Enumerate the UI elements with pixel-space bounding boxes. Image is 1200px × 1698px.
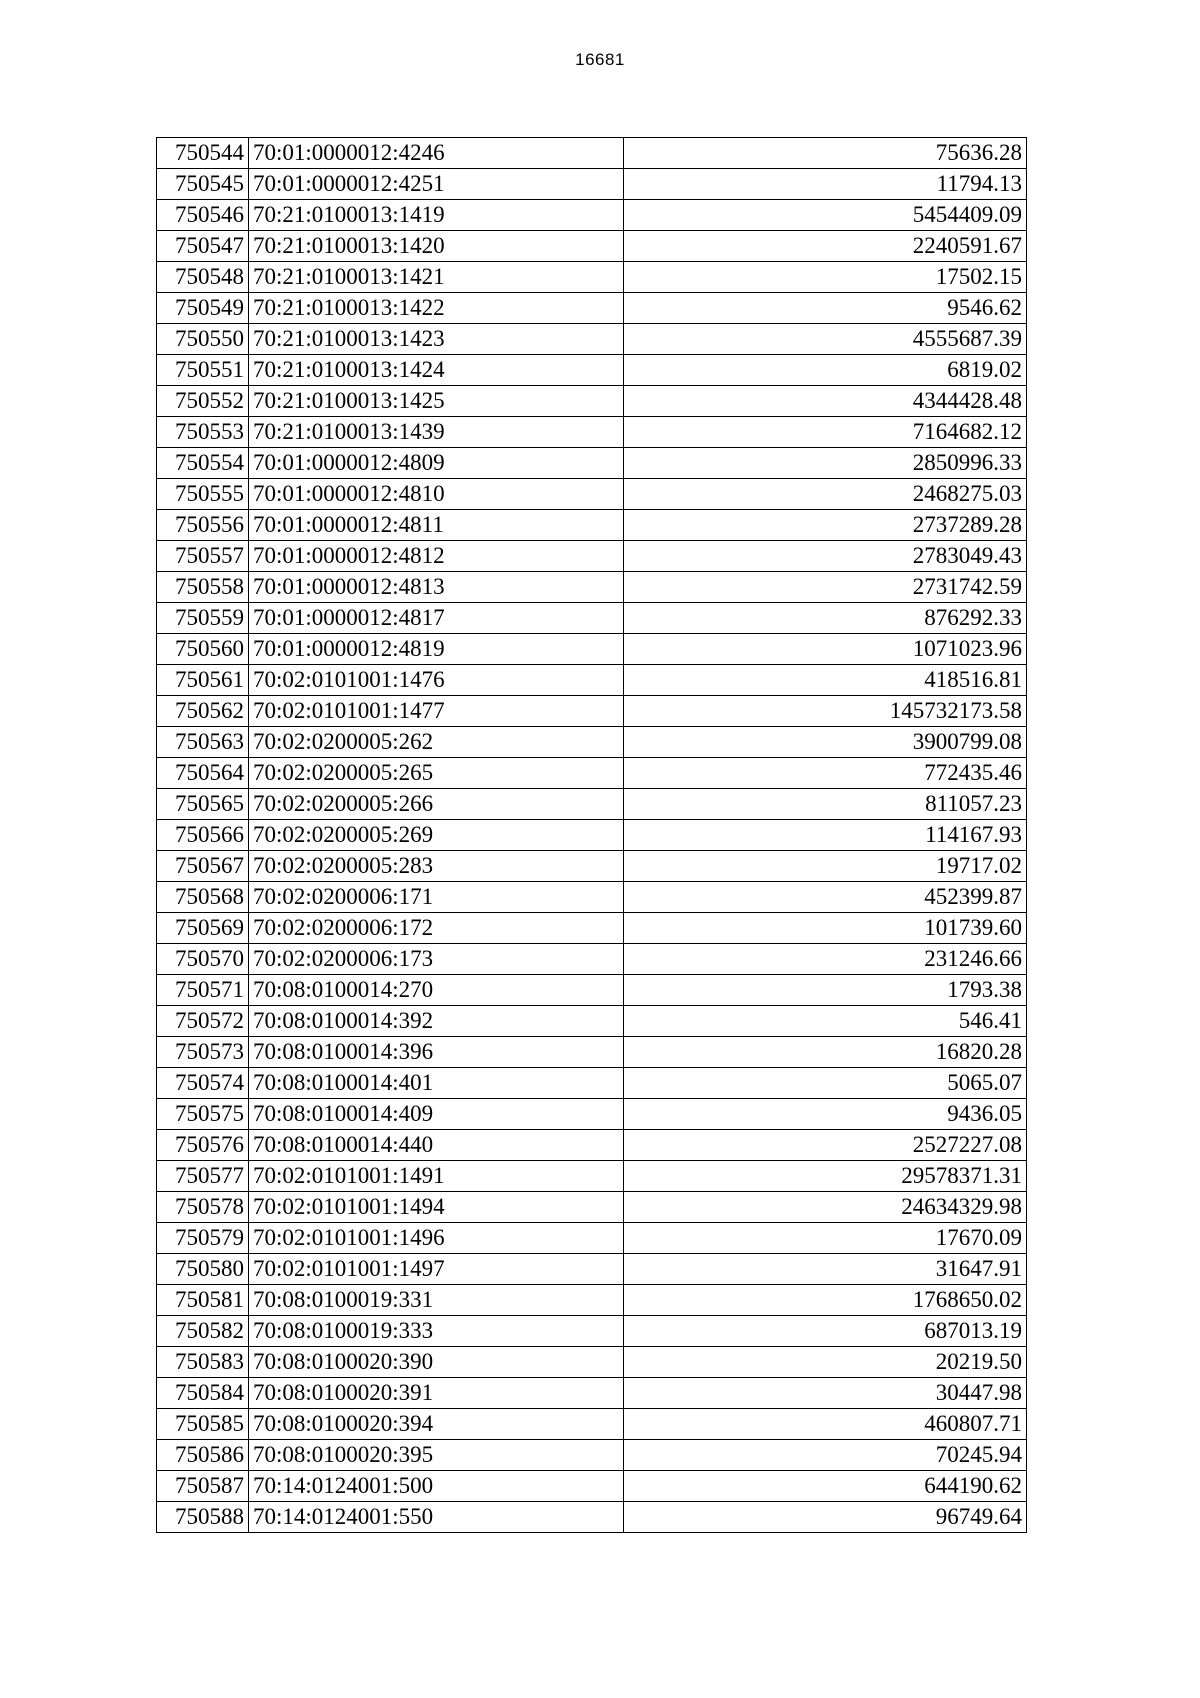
value-cell: 75636.28	[624, 138, 1027, 169]
row-id-cell: 750565	[157, 789, 249, 820]
cadastral-number-cell: 70:02:0101001:1476	[249, 665, 624, 696]
table-row	[157, 634, 1027, 665]
cadastral-number-cell: 70:08:0100014:396	[249, 1037, 624, 1068]
row-id-cell: 750566	[157, 820, 249, 851]
table-row	[157, 1316, 1027, 1347]
cadastral-number-cell: 70:02:0101001:1477	[249, 696, 624, 727]
value-cell: 29578371.31	[624, 1161, 1027, 1192]
row-id-cell: 750586	[157, 1440, 249, 1471]
cadastral-number-cell: 70:02:0200005:262	[249, 727, 624, 758]
row-id-cell: 750575	[157, 1099, 249, 1130]
cadastral-value-table	[156, 137, 1027, 1533]
value-cell: 1071023.96	[624, 634, 1027, 665]
table-row	[157, 510, 1027, 541]
row-id-cell: 750579	[157, 1223, 249, 1254]
row-id-cell: 750576	[157, 1130, 249, 1161]
table-row	[157, 1409, 1027, 1440]
row-id-cell: 750571	[157, 975, 249, 1006]
cadastral-number-cell: 70:02:0200005:266	[249, 789, 624, 820]
value-cell: 19717.02	[624, 851, 1027, 882]
value-cell: 11794.13	[624, 169, 1027, 200]
table-row	[157, 975, 1027, 1006]
table-row	[157, 696, 1027, 727]
table-row	[157, 169, 1027, 200]
value-cell: 644190.62	[624, 1471, 1027, 1502]
table-row	[157, 1502, 1027, 1533]
row-id-cell: 750569	[157, 913, 249, 944]
cadastral-number-cell: 70:01:0000012:4813	[249, 572, 624, 603]
value-cell: 31647.91	[624, 1254, 1027, 1285]
cadastral-number-cell: 70:02:0200005:269	[249, 820, 624, 851]
cadastral-number-cell: 70:02:0101001:1494	[249, 1192, 624, 1223]
cadastral-number-cell: 70:02:0200006:172	[249, 913, 624, 944]
cadastral-number-cell: 70:08:0100019:331	[249, 1285, 624, 1316]
table-row	[157, 324, 1027, 355]
cadastral-number-cell: 70:21:0100013:1419	[249, 200, 624, 231]
row-id-cell: 750557	[157, 541, 249, 572]
cadastral-number-cell: 70:08:0100019:333	[249, 1316, 624, 1347]
table-row	[157, 758, 1027, 789]
row-id-cell: 750550	[157, 324, 249, 355]
table-row	[157, 1192, 1027, 1223]
row-id-cell: 750584	[157, 1378, 249, 1409]
cadastral-number-cell: 70:08:0100020:390	[249, 1347, 624, 1378]
row-id-cell: 750553	[157, 417, 249, 448]
table-row	[157, 944, 1027, 975]
value-cell: 9436.05	[624, 1099, 1027, 1130]
row-id-cell: 750561	[157, 665, 249, 696]
cadastral-number-cell: 70:21:0100013:1424	[249, 355, 624, 386]
value-cell: 6819.02	[624, 355, 1027, 386]
value-cell: 546.41	[624, 1006, 1027, 1037]
row-id-cell: 750580	[157, 1254, 249, 1285]
cadastral-number-cell: 70:01:0000012:4817	[249, 603, 624, 634]
value-cell: 772435.46	[624, 758, 1027, 789]
row-id-cell: 750560	[157, 634, 249, 665]
row-id-cell: 750559	[157, 603, 249, 634]
table-row	[157, 386, 1027, 417]
row-id-cell: 750552	[157, 386, 249, 417]
cadastral-number-cell: 70:01:0000012:4810	[249, 479, 624, 510]
table-row	[157, 1440, 1027, 1471]
table-row	[157, 1099, 1027, 1130]
table-row	[157, 1223, 1027, 1254]
value-cell: 70245.94	[624, 1440, 1027, 1471]
page-number: 16681	[575, 50, 625, 69]
cadastral-number-cell: 70:02:0101001:1497	[249, 1254, 624, 1285]
value-cell: 17502.15	[624, 262, 1027, 293]
cadastral-number-cell: 70:02:0101001:1496	[249, 1223, 624, 1254]
table-row	[157, 541, 1027, 572]
value-cell: 452399.87	[624, 882, 1027, 913]
value-cell: 16820.28	[624, 1037, 1027, 1068]
cadastral-number-cell: 70:01:0000012:4812	[249, 541, 624, 572]
value-cell: 2240591.67	[624, 231, 1027, 262]
table-row	[157, 1471, 1027, 1502]
row-id-cell: 750563	[157, 727, 249, 758]
row-id-cell: 750570	[157, 944, 249, 975]
cadastral-number-cell: 70:01:0000012:4819	[249, 634, 624, 665]
table-row	[157, 355, 1027, 386]
table-row	[157, 1068, 1027, 1099]
table-row	[157, 417, 1027, 448]
row-id-cell: 750588	[157, 1502, 249, 1533]
row-id-cell: 750568	[157, 882, 249, 913]
row-id-cell: 750574	[157, 1068, 249, 1099]
row-id-cell: 750562	[157, 696, 249, 727]
table-row	[157, 448, 1027, 479]
row-id-cell: 750587	[157, 1471, 249, 1502]
value-cell: 24634329.98	[624, 1192, 1027, 1223]
cadastral-number-cell: 70:08:0100014:401	[249, 1068, 624, 1099]
row-id-cell: 750544	[157, 138, 249, 169]
row-id-cell: 750545	[157, 169, 249, 200]
cadastral-number-cell: 70:21:0100013:1439	[249, 417, 624, 448]
row-id-cell: 750567	[157, 851, 249, 882]
row-id-cell: 750554	[157, 448, 249, 479]
table-row	[157, 138, 1027, 169]
table-row	[157, 789, 1027, 820]
value-cell: 2527227.08	[624, 1130, 1027, 1161]
value-cell: 687013.19	[624, 1316, 1027, 1347]
table-row	[157, 1161, 1027, 1192]
table-row	[157, 231, 1027, 262]
row-id-cell: 750573	[157, 1037, 249, 1068]
cadastral-number-cell: 70:08:0100014:409	[249, 1099, 624, 1130]
cadastral-number-cell: 70:08:0100020:394	[249, 1409, 624, 1440]
cadastral-number-cell: 70:21:0100013:1422	[249, 293, 624, 324]
value-cell: 2737289.28	[624, 510, 1027, 541]
table-body	[157, 138, 1027, 1533]
table-row	[157, 572, 1027, 603]
cadastral-number-cell: 70:21:0100013:1423	[249, 324, 624, 355]
cadastral-number-cell: 70:21:0100013:1421	[249, 262, 624, 293]
value-cell: 20219.50	[624, 1347, 1027, 1378]
table-row	[157, 1130, 1027, 1161]
row-id-cell: 750578	[157, 1192, 249, 1223]
table-row	[157, 727, 1027, 758]
table-row	[157, 1006, 1027, 1037]
table-row	[157, 479, 1027, 510]
cadastral-number-cell: 70:08:0100014:270	[249, 975, 624, 1006]
table-row	[157, 200, 1027, 231]
row-id-cell: 750555	[157, 479, 249, 510]
cadastral-number-cell: 70:01:0000012:4251	[249, 169, 624, 200]
table-row	[157, 1254, 1027, 1285]
table-row	[157, 293, 1027, 324]
cadastral-number-cell: 70:02:0200005:265	[249, 758, 624, 789]
cadastral-number-cell: 70:01:0000012:4811	[249, 510, 624, 541]
table-row	[157, 1285, 1027, 1316]
row-id-cell: 750547	[157, 231, 249, 262]
table-row	[157, 262, 1027, 293]
cadastral-number-cell: 70:02:0101001:1491	[249, 1161, 624, 1192]
cadastral-number-cell: 70:08:0100020:395	[249, 1440, 624, 1471]
cadastral-number-cell: 70:02:0200005:283	[249, 851, 624, 882]
value-cell: 418516.81	[624, 665, 1027, 696]
value-cell: 2731742.59	[624, 572, 1027, 603]
value-cell: 4344428.48	[624, 386, 1027, 417]
cadastral-number-cell: 70:08:0100014:440	[249, 1130, 624, 1161]
row-id-cell: 750551	[157, 355, 249, 386]
value-cell: 2850996.33	[624, 448, 1027, 479]
value-cell: 3900799.08	[624, 727, 1027, 758]
value-cell: 2468275.03	[624, 479, 1027, 510]
cadastral-number-cell: 70:08:0100014:392	[249, 1006, 624, 1037]
value-cell: 5065.07	[624, 1068, 1027, 1099]
value-cell: 1768650.02	[624, 1285, 1027, 1316]
table-row	[157, 851, 1027, 882]
value-cell: 9546.62	[624, 293, 1027, 324]
cadastral-number-cell: 70:14:0124001:500	[249, 1471, 624, 1502]
value-cell: 460807.71	[624, 1409, 1027, 1440]
cadastral-number-cell: 70:02:0200006:173	[249, 944, 624, 975]
value-cell: 17670.09	[624, 1223, 1027, 1254]
value-cell: 145732173.58	[624, 696, 1027, 727]
row-id-cell: 750577	[157, 1161, 249, 1192]
row-id-cell: 750572	[157, 1006, 249, 1037]
table-row	[157, 1037, 1027, 1068]
value-cell: 4555687.39	[624, 324, 1027, 355]
cadastral-number-cell: 70:14:0124001:550	[249, 1502, 624, 1533]
value-cell: 2783049.43	[624, 541, 1027, 572]
cadastral-number-cell: 70:21:0100013:1425	[249, 386, 624, 417]
row-id-cell: 750583	[157, 1347, 249, 1378]
row-id-cell: 750556	[157, 510, 249, 541]
value-cell: 7164682.12	[624, 417, 1027, 448]
row-id-cell: 750564	[157, 758, 249, 789]
row-id-cell: 750548	[157, 262, 249, 293]
table-row	[157, 1378, 1027, 1409]
cadastral-number-cell: 70:08:0100020:391	[249, 1378, 624, 1409]
value-cell: 5454409.09	[624, 200, 1027, 231]
value-cell: 114167.93	[624, 820, 1027, 851]
cadastral-number-cell: 70:21:0100013:1420	[249, 231, 624, 262]
table-row	[157, 820, 1027, 851]
row-id-cell: 750558	[157, 572, 249, 603]
value-cell: 876292.33	[624, 603, 1027, 634]
value-cell: 1793.38	[624, 975, 1027, 1006]
table-row	[157, 913, 1027, 944]
row-id-cell: 750546	[157, 200, 249, 231]
value-cell: 231246.66	[624, 944, 1027, 975]
row-id-cell: 750581	[157, 1285, 249, 1316]
table-row	[157, 665, 1027, 696]
value-cell: 96749.64	[624, 1502, 1027, 1533]
row-id-cell: 750582	[157, 1316, 249, 1347]
value-cell: 101739.60	[624, 913, 1027, 944]
cadastral-number-cell: 70:01:0000012:4809	[249, 448, 624, 479]
row-id-cell: 750585	[157, 1409, 249, 1440]
row-id-cell: 750549	[157, 293, 249, 324]
value-cell: 30447.98	[624, 1378, 1027, 1409]
cadastral-number-cell: 70:01:0000012:4246	[249, 138, 624, 169]
table-row	[157, 882, 1027, 913]
value-cell: 811057.23	[624, 789, 1027, 820]
cadastral-number-cell: 70:02:0200006:171	[249, 882, 624, 913]
table-row	[157, 1347, 1027, 1378]
table-row	[157, 603, 1027, 634]
